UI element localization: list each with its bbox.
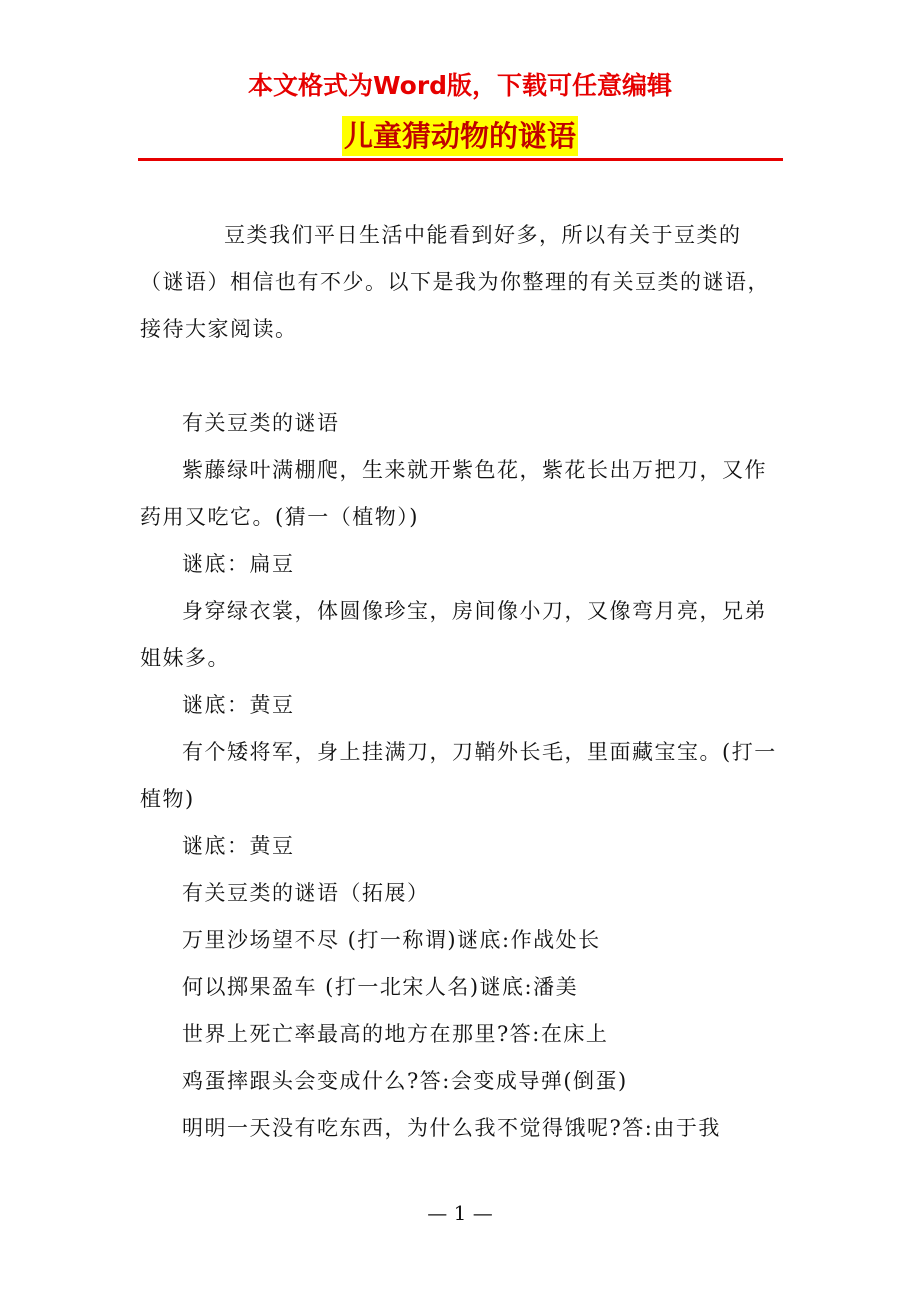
answer-paragraph: 谜底：黄豆 (182, 834, 295, 858)
section-heading: 有关豆类的谜语 (182, 411, 340, 435)
riddle-paragraph: 何以掷果盈车 (打一北宋人名)谜底:潘美 (182, 975, 579, 999)
document-title: 儿童猜动物的谜语 (342, 116, 578, 156)
title-divider (138, 158, 783, 161)
answer-paragraph: 谜底：扁豆 (182, 552, 295, 576)
title-wrap (0, 116, 920, 156)
riddle-paragraph: 身穿绿衣裳，体圆像珍宝，房间像小刀，又像弯月亮，兄弟姐妹多。 (140, 599, 767, 670)
riddle-paragraph: 万里沙场望不尽 (打一称谓)谜底:作战处长 (182, 928, 601, 952)
riddle-paragraph: 鸡蛋摔跟头会变成什么?答:会变成导弹(倒蛋) (182, 1069, 628, 1093)
page-number: — 1 — (427, 1201, 493, 1225)
riddle-paragraph: 有个矮将军，身上挂满刀，刀鞘外长毛，里面藏宝宝。(打一植物) (140, 740, 777, 811)
riddle-paragraph: 明明一天没有吃东西，为什么我不觉得饿呢?答:由于我 (182, 1116, 721, 1140)
section-heading: 有关豆类的谜语（拓展） (182, 881, 430, 905)
riddle-paragraph: 世界上死亡率最高的地方在那里?答:在床上 (182, 1022, 609, 1046)
document-body (140, 212, 780, 1152)
intro-paragraph: 豆类我们平日生活中能看到好多，所以有关于豆类的（谜语）相信也有不少。以下是我为你整理的有关豆类的谜语，接待大家阅读。 (140, 223, 770, 341)
riddle-paragraph: 紫藤绿叶满棚爬，生来就开紫色花，紫花长出万把刀，又作药用又吃它。(猜一（植物）) (140, 458, 767, 529)
answer-paragraph: 谜底：黄豆 (182, 693, 295, 717)
format-note: 本文格式为Word版，下载可任意编辑 (247, 71, 673, 100)
